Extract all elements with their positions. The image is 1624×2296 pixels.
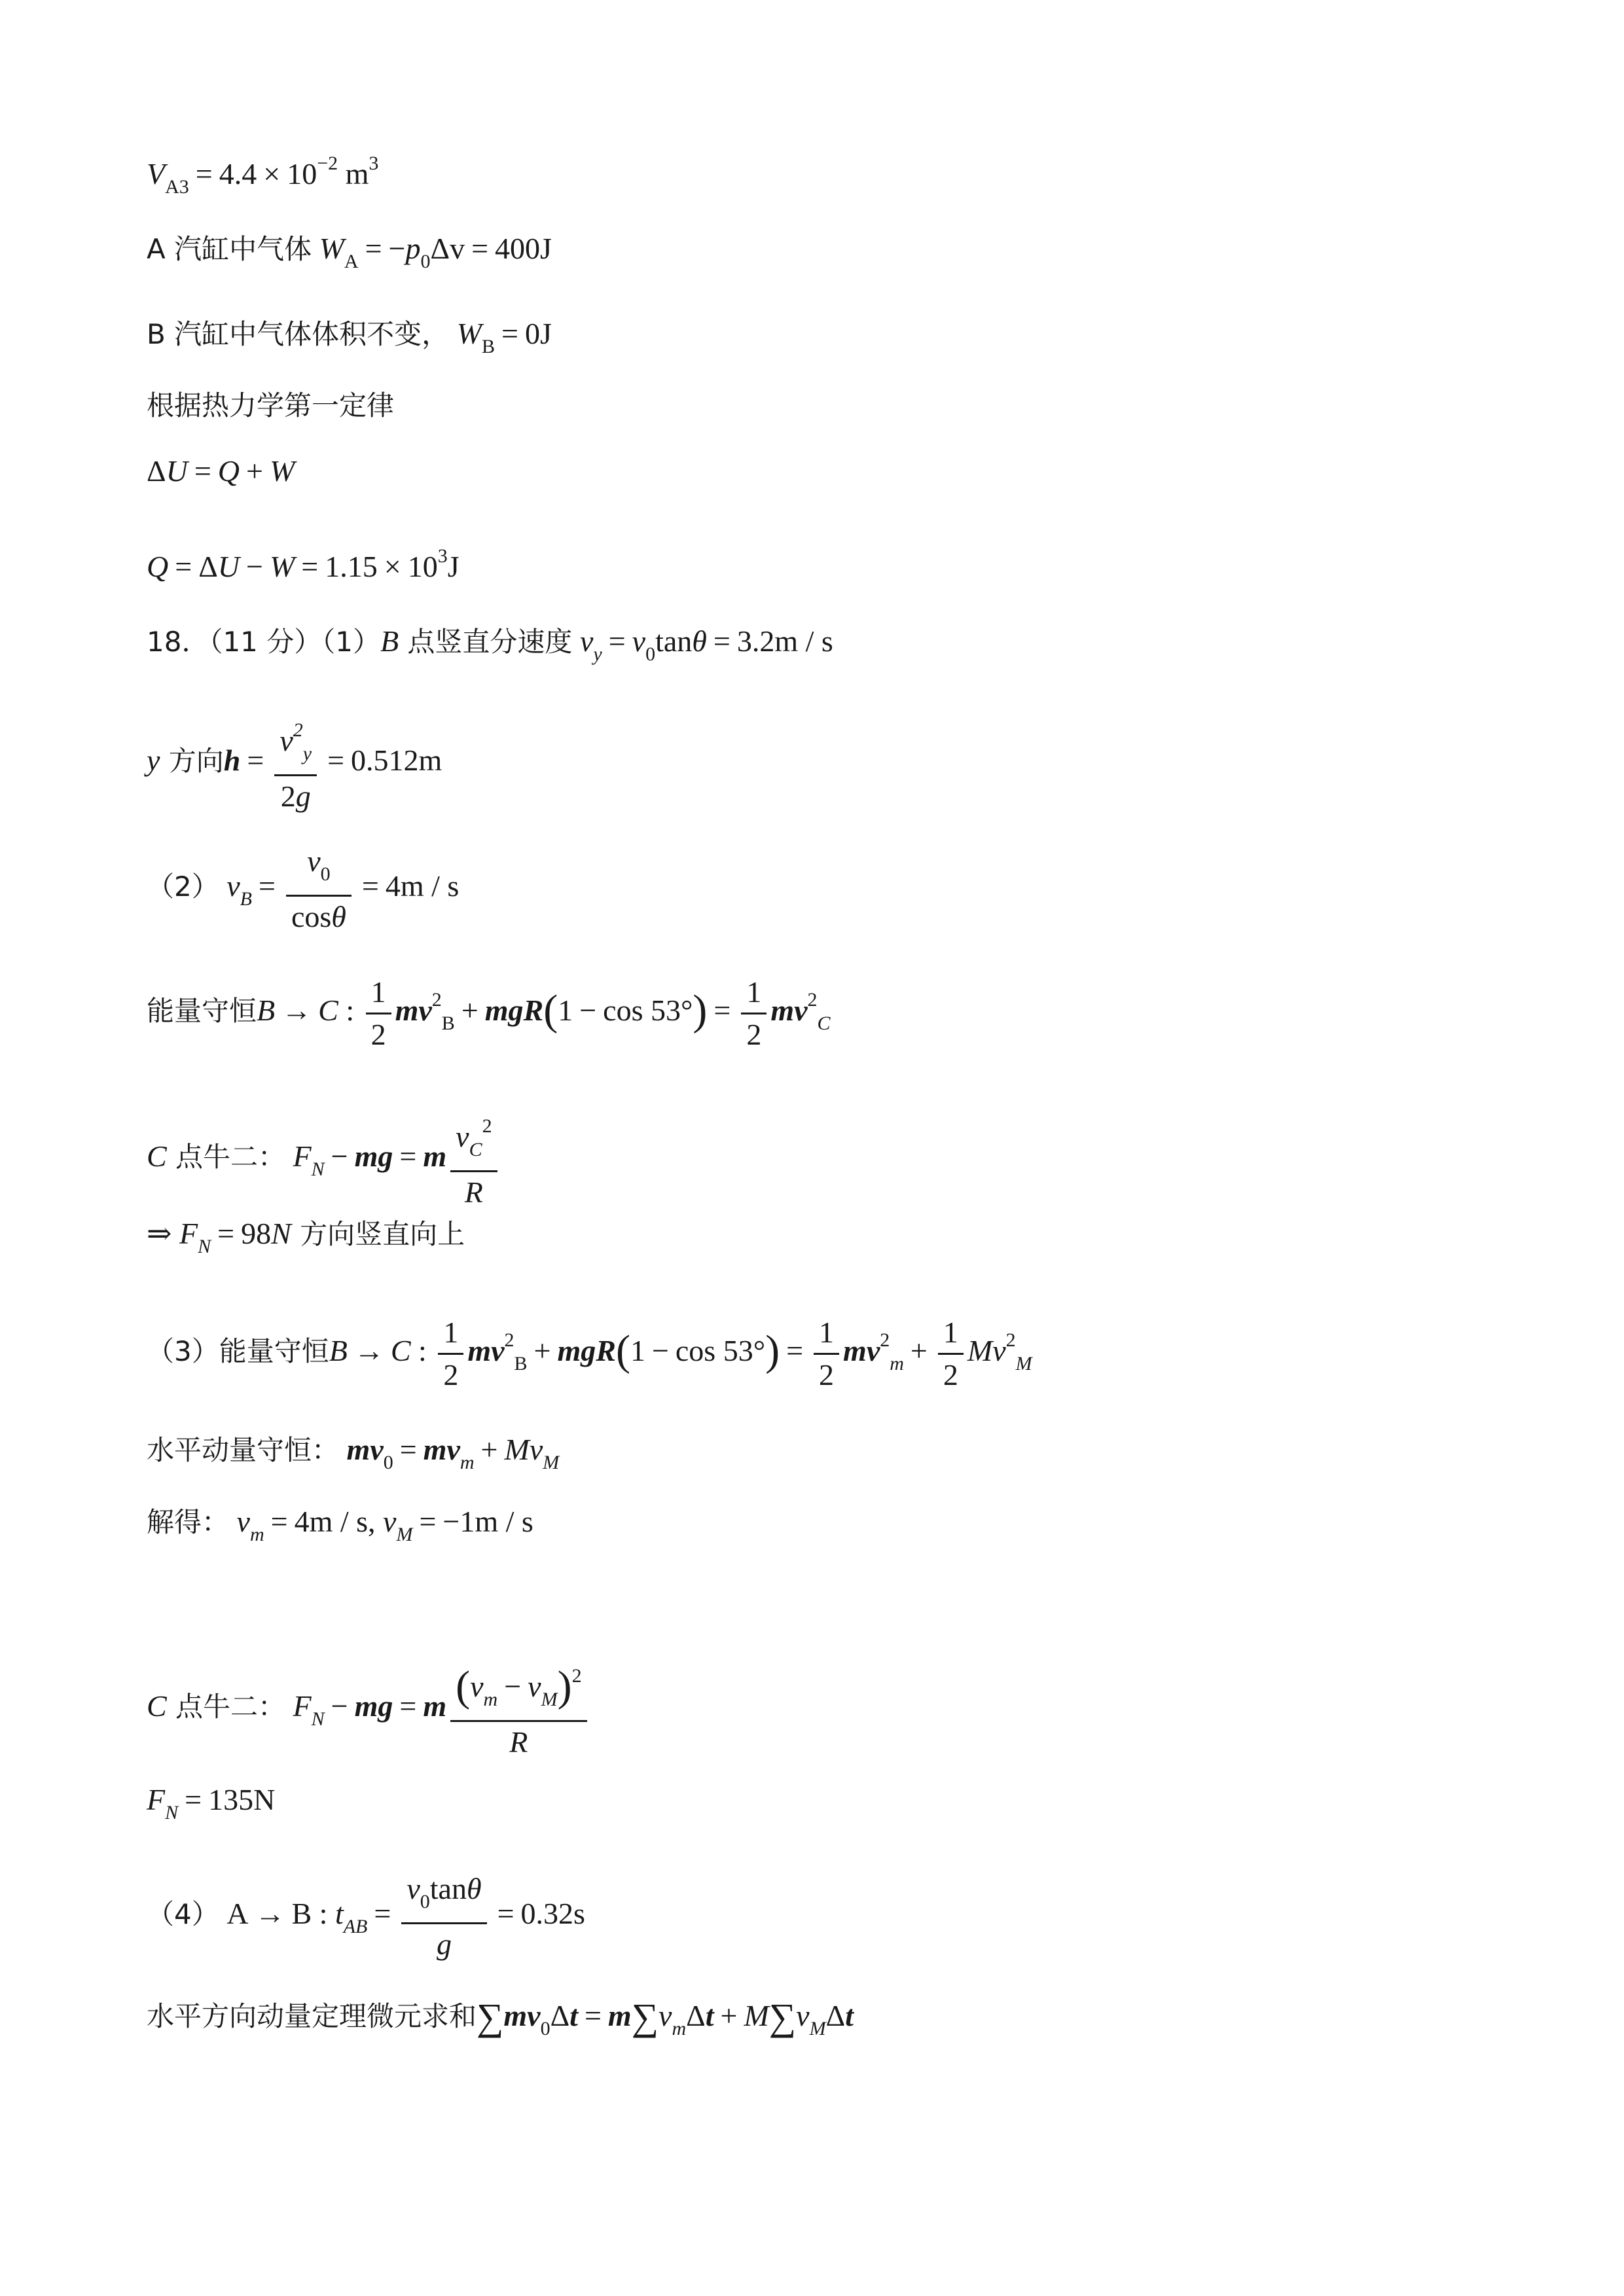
line14-prefix: 水平动量守恒：: [147, 1434, 340, 1466]
eq-fn-98: ⇒ $F_N = 98N$ 方向竖直向上: [147, 1217, 465, 1257]
eq-heat-q: $Q = \Delta U - W = 1.15 \times 10^3J$: [147, 545, 460, 583]
line10-prefix: 能量守恒: [147, 995, 257, 1028]
eq-newton-c-2: C 点牛二： $F_N$ − mg = m $\frac{(v_m - v_M)^2}{R}$: [147, 1656, 591, 1763]
eq-va3: $V_{A3} = 4.4 \times 10^{-2}$ $m^3$: [147, 152, 379, 198]
line18-prefix: （4）: [147, 1898, 219, 1931]
line3-prefix: B 汽缸中气体体积不变，: [147, 318, 450, 350]
thermo-law-heading: 根据热力学第一定律: [147, 389, 395, 422]
eq-momentum: 水平动量守恒： $mv_0 = mv_m + Mv_M$: [147, 1433, 560, 1473]
q18-part3-energy: （3）能量守恒B → C : $\frac{1}{2}$ $mv^2_B + mgR(1 - \cos 53^\circ)$ = $\frac{1}{2}$ $mv^2_m$ + $\frac{1}{2}$ $Mv^2_M$: [147, 1312, 1032, 1395]
q18-part1-vy: 18．（11 分）（1）B 点竖直分速度 $v_y = v_0\tan\theta = 3.2m / s$: [147, 624, 833, 665]
eq-fn-135: $F_N = 135N$: [147, 1783, 276, 1823]
line7-prefix-1: 18．（11 分）（1）: [147, 626, 380, 658]
line12-suffix: 方向竖直向上: [291, 1218, 465, 1250]
eq-work-b: B 汽缸中气体体积不变， $W_B = 0J$: [147, 317, 552, 357]
eq-impulse-sum: 水平方向动量定理微元求和$\sum mv_0\Delta t = m\sum v_m\Delta t + M\sum v_M\Delta t$: [147, 1996, 854, 2039]
q18-part4-time: （4） A → B : $t_{AB}$ = $\frac{v_0\tan\theta}{g}$ = 0.32s: [147, 1869, 585, 1965]
line19-prefix: 水平方向动量定理微元求和: [147, 2000, 477, 2032]
line16-prefix: 点牛二：: [166, 1691, 286, 1723]
line2-prefix: A 汽缸中气体: [147, 233, 312, 265]
eq-newton-c: C 点牛二： $F_N$ − mg = m $\frac{v_C^2}{R}$: [147, 1106, 501, 1213]
eq-height-h: y 方向h = $\frac{v^2_y}{2g}$ = 0.512m: [147, 710, 442, 817]
line8-prefix: 方向: [160, 745, 224, 778]
line15-prefix: 解得：: [147, 1506, 230, 1538]
eq-energy-b-c: 能量守恒B → C : $\frac{1}{2}$ $mv^2_B + mgR(1 - \cos 53^\circ)$ = $\frac{1}{2}$ $mv^2_C$: [147, 972, 831, 1055]
line13-prefix: （3）能量守恒: [147, 1335, 329, 1368]
eq-first-law: ΔU = Q + W: [147, 454, 295, 488]
line11-prefix: 点牛二：: [166, 1141, 286, 1174]
eq-work-a: A 汽缸中气体 $W_A = -p_0\Delta v = 400J$: [147, 232, 552, 272]
q18-part2-vb: （2） $v_B$ = $\frac{v_0}{\cos\theta}$ = 4m / s: [147, 841, 459, 937]
line9-prefix: （2）: [147, 870, 219, 903]
line7-prefix-2: 点竖直分速度: [399, 626, 573, 658]
eq-solution: 解得： $v_m = 4m / s$, $v_M = -1m / s$: [147, 1505, 533, 1545]
